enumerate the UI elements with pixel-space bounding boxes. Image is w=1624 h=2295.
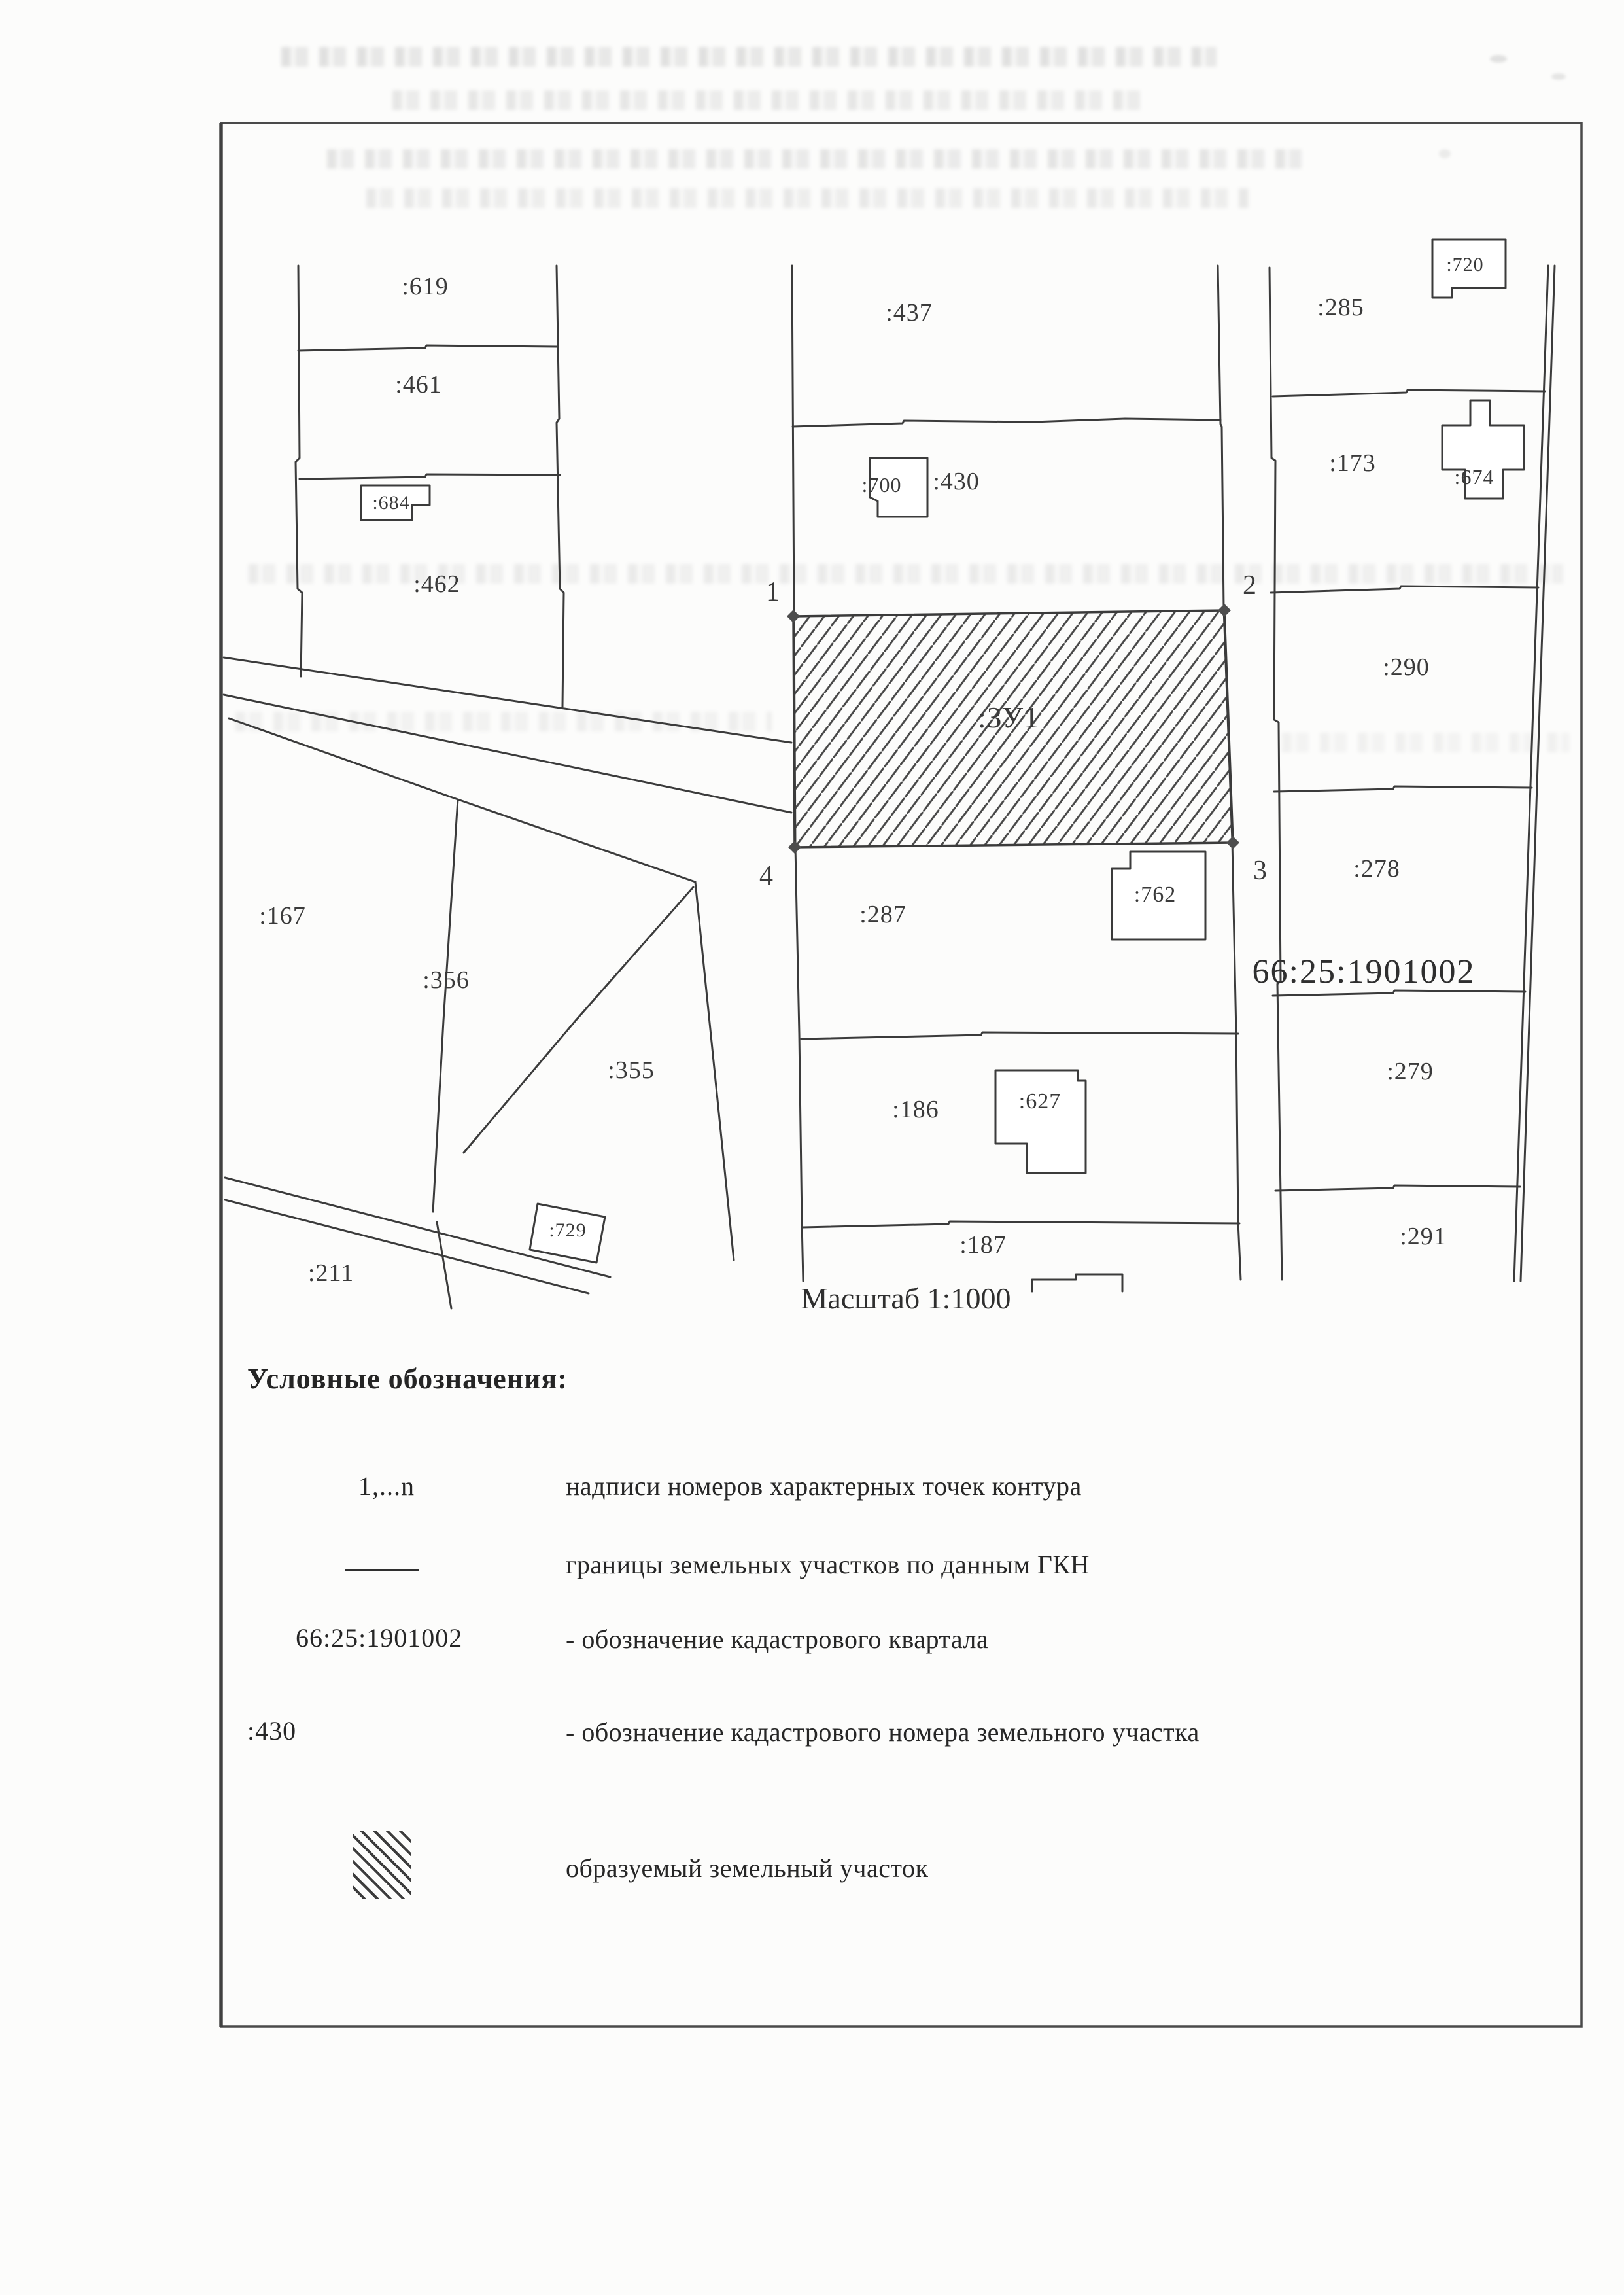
parcel-label: :430 bbox=[933, 468, 980, 495]
contour-point-number: 2 bbox=[1243, 570, 1256, 601]
legend-symbol-parcel-number: :430 bbox=[247, 1716, 297, 1745]
contour-point-number: 3 bbox=[1253, 856, 1267, 886]
parcel-label: :291 bbox=[1400, 1223, 1447, 1250]
parcel-label: :187 bbox=[959, 1231, 1007, 1259]
legend-text-boundary-line: границы земельных участков по данным ГКН bbox=[566, 1550, 1090, 1579]
parcel-label: :173 bbox=[1329, 449, 1376, 477]
parcel-label: :674 bbox=[1454, 465, 1494, 489]
parcel-label: :186 bbox=[892, 1096, 939, 1123]
legend-symbol-boundary-line bbox=[345, 1569, 419, 1571]
parcel-label: :627 bbox=[1018, 1089, 1062, 1113]
legend-heading: Условные обозначения: bbox=[247, 1363, 568, 1395]
parcel-label: :285 bbox=[1317, 294, 1364, 321]
legend-symbol-formed-parcel bbox=[353, 1831, 411, 1899]
parcel-label: :462 bbox=[413, 570, 460, 598]
parcel-label: :684 bbox=[372, 492, 410, 514]
parcel-label: :461 bbox=[395, 371, 442, 398]
quarter-number-label: 66:25:1901002 bbox=[1252, 953, 1476, 990]
parcel-label: :278 bbox=[1353, 855, 1400, 883]
parcel-label: :290 bbox=[1383, 654, 1430, 681]
parcel-label: :700 bbox=[861, 473, 902, 497]
parcel-label: :356 bbox=[423, 966, 470, 994]
parcel-label: :729 bbox=[549, 1219, 587, 1241]
parcel-label: :287 bbox=[859, 901, 907, 928]
parcel-label: :762 bbox=[1133, 883, 1177, 907]
contour-point-number: 4 bbox=[759, 861, 773, 891]
map-scale-label: Масштаб 1:1000 bbox=[801, 1282, 1011, 1315]
parcel-label: :211 bbox=[307, 1259, 354, 1287]
parcel-label: :167 bbox=[259, 902, 306, 930]
parcel-label: :437 bbox=[886, 299, 933, 326]
parcel-label: :619 bbox=[402, 273, 449, 300]
legend-text-formed-parcel: образуемый земельный участок bbox=[566, 1853, 929, 1883]
legend-text-quarter-number: - обозначение кадастрового квартала bbox=[566, 1624, 989, 1654]
formed-parcel-label: :ЗУ1 bbox=[977, 701, 1040, 734]
legend-text-parcel-number: - обозначение кадастрового номера земельного участка bbox=[566, 1717, 1200, 1747]
parcel-label: :355 bbox=[608, 1057, 655, 1084]
contour-point-number: 1 bbox=[766, 577, 780, 607]
legend-symbol-point-numbers: 1,...n bbox=[358, 1471, 415, 1501]
legend-text-point-numbers: надписи номеров характерных точек контура bbox=[566, 1471, 1082, 1501]
parcel-label: :279 bbox=[1387, 1058, 1434, 1085]
parcel-label: :720 bbox=[1446, 254, 1484, 275]
legend-symbol-quarter-number: 66:25:1901002 bbox=[296, 1623, 463, 1653]
building-627 bbox=[995, 1070, 1086, 1173]
